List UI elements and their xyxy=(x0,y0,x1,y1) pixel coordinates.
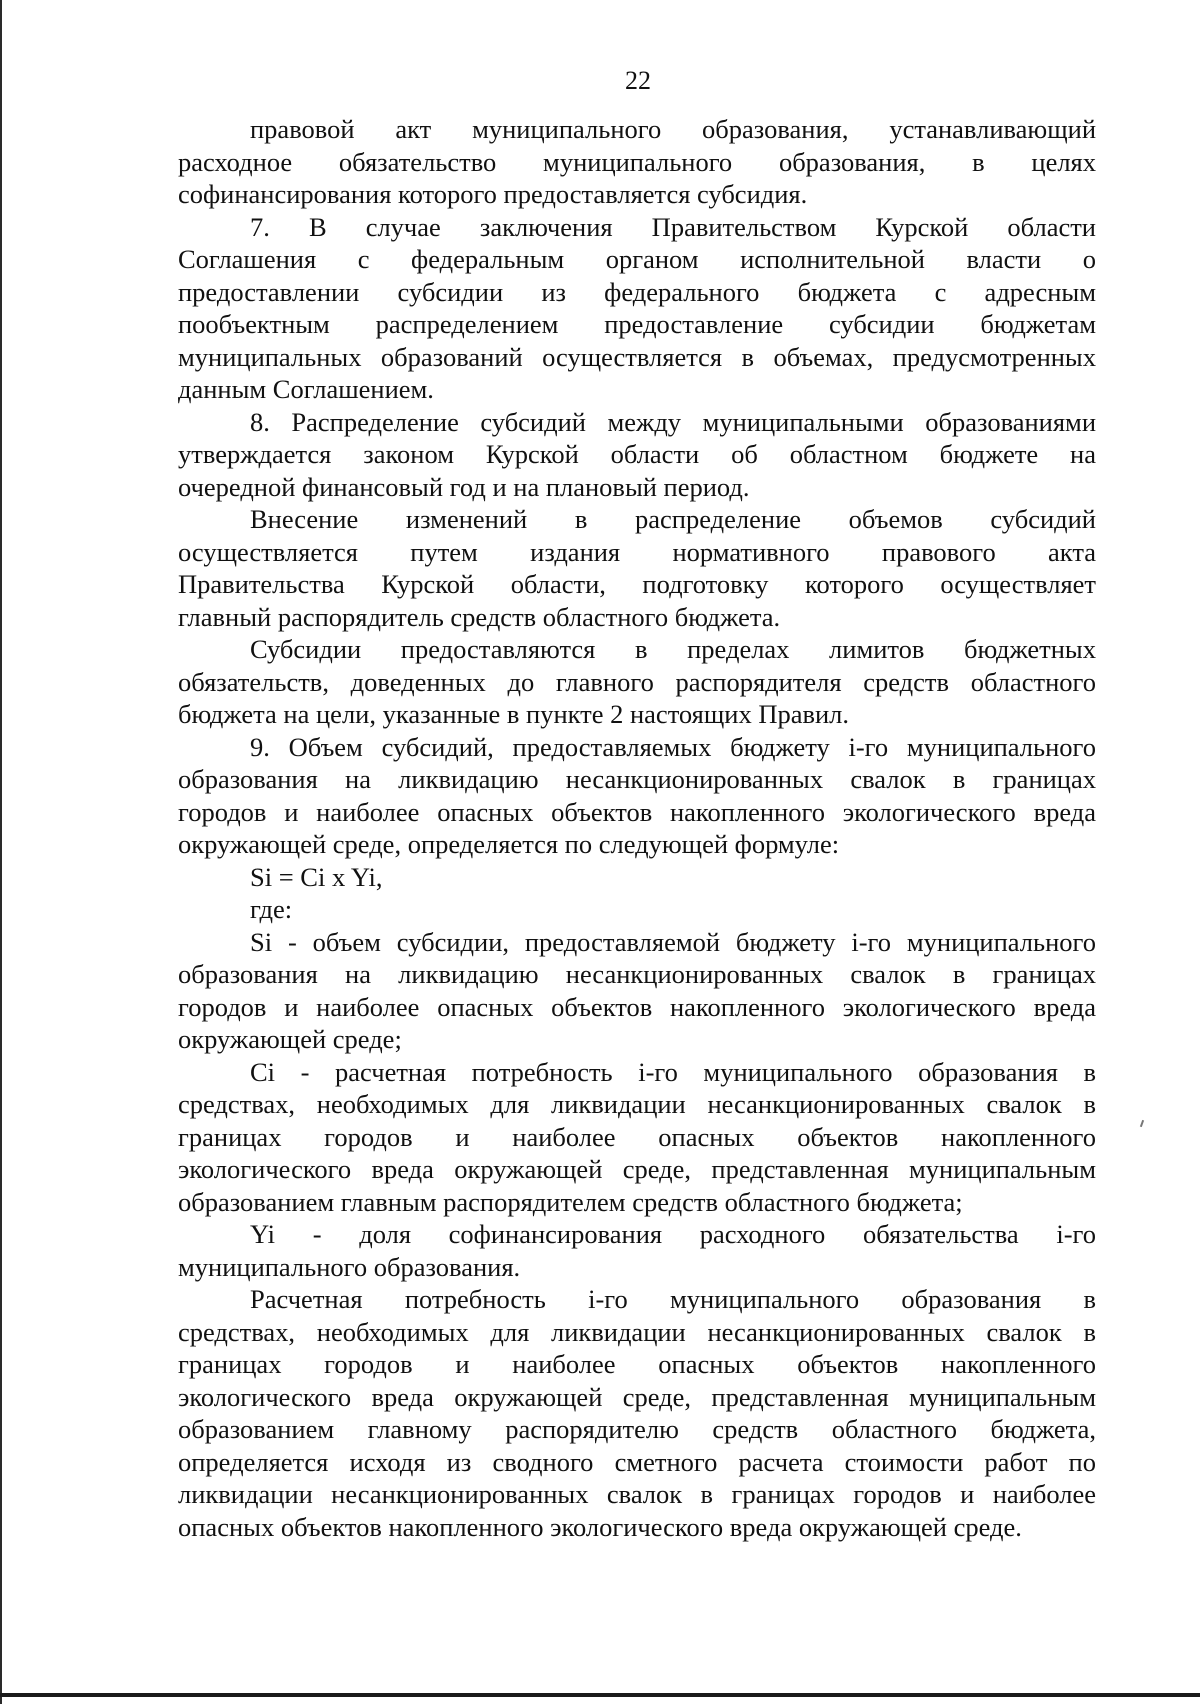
paragraph-first-line: Расчетная потребность i-го муниципального образования в xyxy=(250,1284,1096,1314)
scan-left-edge xyxy=(0,0,2,1704)
text-line: образования на ликвидацию несанкционированных свалок в границах xyxy=(178,959,1096,989)
text-line: границах городов и наиболее опасных объектов накопленного xyxy=(178,1121,1096,1152)
text-line: главный распорядитель средств областного бюджета. xyxy=(178,601,781,632)
text-line: муниципального образования. xyxy=(178,1251,521,1282)
page-number: 22 xyxy=(625,66,651,95)
paragraph-first-line: Si = Ci x Yi, xyxy=(250,861,383,892)
text-line: окружающей среде; xyxy=(178,1024,402,1054)
document-body xyxy=(178,113,1096,1543)
paragraph-first-line: где: xyxy=(250,894,293,924)
text-line: ликвидации несанкционированных свалок в границах городов и наиболее xyxy=(178,1479,1096,1509)
text-line: средствах, необходимых для ликвидации несанкционированных свалок в xyxy=(178,1316,1096,1347)
paragraph-first-line: Внесение изменений в распределение объемов субсидий xyxy=(250,504,1096,534)
text-line: бюджета на цели, указанные в пункте 2 настоящих Правил. xyxy=(178,699,850,729)
text-line: Соглашения с федеральным органом исполнительной власти о xyxy=(178,244,1096,274)
paragraph-first-line: Субсидии предоставляются в пределах лимитов бюджетных xyxy=(250,634,1096,664)
text-line: предоставлении субсидии из федерального бюджета с адресным xyxy=(178,276,1096,307)
paragraph-first-line: Yi - доля софинансирования расходного обязательства i-го xyxy=(250,1219,1096,1249)
text-line: расходное обязательство муниципального образования, в целях xyxy=(178,146,1096,177)
paragraph-first-line: 8. Распределение субсидий между муниципальными образованиями xyxy=(250,406,1096,437)
text-line: образования на ликвидацию несанкционированных свалок в границах xyxy=(178,764,1096,794)
text-line: городов и наиболее опасных объектов накопленного экологического вреда xyxy=(178,991,1096,1022)
text-line: экологического вреда окружающей среде, представленная муниципальным xyxy=(178,1381,1096,1412)
paragraph-first-line: правовой акт муниципального образования, устанавливающий xyxy=(250,114,1096,144)
text-line: очередной финансовый год и на плановый период. xyxy=(178,471,750,502)
text-line: муниципальных образований осуществляется в объемах, предусмотренных xyxy=(178,341,1096,372)
text-line: софинансирования которого предоставляется субсидия. xyxy=(178,179,808,209)
text-line: экологического вреда окружающей среде, представленная муниципальным xyxy=(178,1154,1096,1184)
text-line: образованием главным распорядителем средств областного бюджета; xyxy=(178,1186,963,1217)
paragraph-first-line: 9. Объем субсидий, предоставляемых бюджету i-го муниципального xyxy=(250,731,1096,762)
text-line: границах городов и наиболее опасных объектов накопленного xyxy=(178,1349,1096,1379)
text-line: данным Соглашением. xyxy=(178,374,434,404)
paragraph-first-line: Ci - расчетная потребность i-го муниципального образования в xyxy=(250,1056,1096,1087)
text-line: городов и наиболее опасных объектов накопленного экологического вреда xyxy=(178,796,1096,827)
text-line: опасных объектов накопленного экологического вреда окружающей среде. xyxy=(178,1511,1022,1542)
text-line: осуществляется путем издания нормативного правового акта xyxy=(178,536,1096,567)
scan-speck xyxy=(1140,1120,1144,1127)
paragraph-first-line: 7. В случае заключения Правительством Курской области xyxy=(250,211,1096,242)
text-line: обязательств, доведенных до главного распорядителя средств областного xyxy=(178,666,1096,697)
text-line: пообъектным распределением предоставление субсидии бюджетам xyxy=(178,309,1096,339)
text-line: средствах, необходимых для ликвидации несанкционированных свалок в xyxy=(178,1089,1096,1119)
text-line: Правительства Курской области, подготовку которого осуществляет xyxy=(178,569,1096,599)
text-line: утверждается законом Курской области об областном бюджете на xyxy=(178,439,1096,469)
text-line: окружающей среде, определяется по следующей формуле: xyxy=(178,829,840,859)
scan-bottom-edge xyxy=(0,1693,1200,1697)
paragraph-first-line: Si - объем субсидии, предоставляемой бюджету i-го муниципального xyxy=(250,926,1096,957)
text-line: образованием главному распорядителю средств областного бюджета, xyxy=(178,1414,1096,1444)
text-line: определяется исходя из сводного сметного расчета стоимости работ по xyxy=(178,1446,1096,1477)
